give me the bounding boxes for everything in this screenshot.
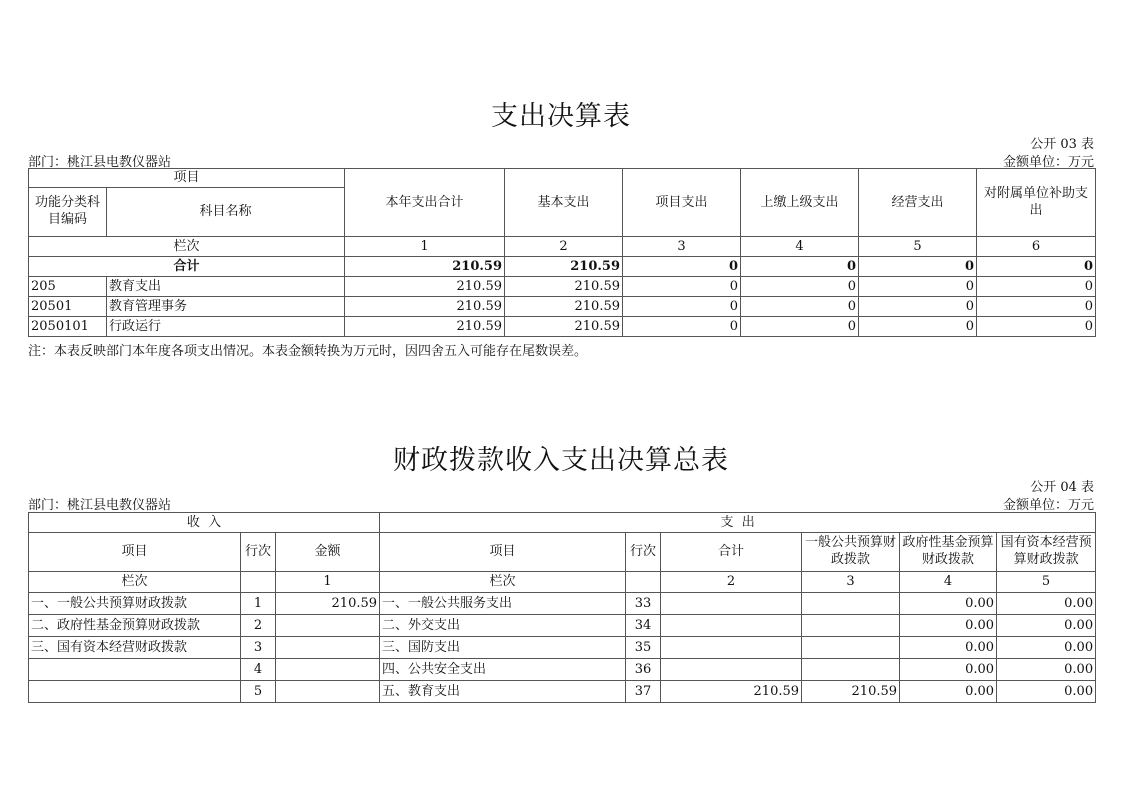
table-note: 注：本表反映部门本年度各项支出情况。本表金额转换为万元时，因四舍五入可能存在尾数误差。 <box>28 344 588 359</box>
cell-expense-item: 二、外交支出 <box>380 615 626 637</box>
cell-fund: 0.00 <box>900 615 997 637</box>
cell-income-line: 2 <box>241 615 276 637</box>
header-item: 项目 <box>29 169 345 188</box>
column-index: 2 <box>505 237 623 257</box>
cell-general <box>802 637 900 659</box>
header-general-budget: 一般公共预算财政拨款 <box>802 533 900 572</box>
cell-income-item <box>29 659 241 681</box>
column-index-label: 栏次 <box>29 237 345 257</box>
column-index: 4 <box>741 237 859 257</box>
cell-upper: 0 <box>741 277 859 297</box>
cell-total <box>661 593 802 615</box>
cell-income-amount <box>276 659 380 681</box>
cell-state: 0.00 <box>997 681 1096 703</box>
table-row <box>29 317 1096 337</box>
cell-general: 210.59 <box>802 681 900 703</box>
column-index: 3 <box>623 237 741 257</box>
column-index: 1 <box>345 237 505 257</box>
header-income-amount: 金额 <box>276 533 380 572</box>
column-index: 5 <box>859 237 977 257</box>
cell-general <box>802 659 900 681</box>
table-row <box>29 593 1096 615</box>
cell-upper: 0 <box>741 297 859 317</box>
header-func-code: 功能分类科目编码 <box>29 188 107 237</box>
header-upper: 上缴上级支出 <box>741 169 859 237</box>
sum-label: 合计 <box>29 257 345 277</box>
summary-table <box>28 512 1096 703</box>
cell-business: 0 <box>859 297 977 317</box>
column-index: 3 <box>802 572 900 593</box>
cell-name: 教育支出 <box>107 277 345 297</box>
column-index-blank <box>626 572 661 593</box>
header-business: 经营支出 <box>859 169 977 237</box>
cell-expense-item: 四、公共安全支出 <box>380 659 626 681</box>
cell-income-amount: 210.59 <box>276 593 380 615</box>
cell-income-line: 5 <box>241 681 276 703</box>
amount-unit-label: 金额单位：万元 <box>1002 155 1094 170</box>
cell-total: 210.59 <box>345 297 505 317</box>
cell-total: 210.59 <box>661 681 802 703</box>
cell-upper: 0 <box>741 317 859 337</box>
header-state-capital: 国有资本经营预算财政拨款 <box>997 533 1096 572</box>
cell-subsidy: 0 <box>977 297 1096 317</box>
cell-income-amount <box>276 681 380 703</box>
cell-expense-line: 33 <box>626 593 661 615</box>
cell-basic: 210.59 <box>505 317 623 337</box>
column-index: 1 <box>276 572 380 593</box>
header-expense-item: 项目 <box>380 533 626 572</box>
header-expense-total: 合计 <box>661 533 802 572</box>
table-row <box>29 297 1096 317</box>
cell-total: 210.59 <box>345 317 505 337</box>
cell-basic: 210.59 <box>505 257 623 277</box>
cell-subsidy: 0 <box>977 277 1096 297</box>
column-index: 2 <box>661 572 802 593</box>
table-row <box>29 681 1096 703</box>
cell-fund: 0.00 <box>900 593 997 615</box>
header-project: 项目支出 <box>623 169 741 237</box>
cell-code: 20501 <box>29 297 107 317</box>
header-income-line: 行次 <box>241 533 276 572</box>
cell-subsidy: 0 <box>977 317 1096 337</box>
department-label: 部门：桃江县电教仪器站 <box>28 498 172 513</box>
column-index-label: 栏次 <box>380 572 626 593</box>
cell-code: 2050101 <box>29 317 107 337</box>
cell-income-line: 4 <box>241 659 276 681</box>
header-expense-line: 行次 <box>626 533 661 572</box>
cell-project: 0 <box>623 277 741 297</box>
cell-expense-line: 34 <box>626 615 661 637</box>
cell-expense-line: 35 <box>626 637 661 659</box>
cell-basic: 210.59 <box>505 297 623 317</box>
summary-table-title: 财政拨款收入支出决算总表 <box>393 445 729 476</box>
cell-income-line: 3 <box>241 637 276 659</box>
expense-table <box>28 168 1096 337</box>
cell-project: 0 <box>623 317 741 337</box>
column-index: 5 <box>997 572 1096 593</box>
header-subsidy: 对附属单位补助支出 <box>977 169 1096 237</box>
cell-general <box>802 615 900 637</box>
amount-unit-label: 金额单位：万元 <box>1002 498 1094 513</box>
cell-income-item: 二、政府性基金预算财政拨款 <box>29 615 241 637</box>
cell-income-item <box>29 681 241 703</box>
cell-state: 0.00 <box>997 615 1096 637</box>
table-row <box>29 637 1096 659</box>
sum-row <box>29 257 1096 277</box>
cell-expense-line: 37 <box>626 681 661 703</box>
column-index: 6 <box>977 237 1096 257</box>
cell-total <box>661 615 802 637</box>
cell-name: 教育管理事务 <box>107 297 345 317</box>
cell-total: 210.59 <box>345 277 505 297</box>
cell-basic: 210.59 <box>505 277 623 297</box>
cell-expense-item: 五、教育支出 <box>380 681 626 703</box>
expense-table-title: 支出决算表 <box>491 101 631 132</box>
cell-code: 205 <box>29 277 107 297</box>
column-index: 4 <box>900 572 997 593</box>
table-row <box>29 615 1096 637</box>
column-index-label: 栏次 <box>29 572 241 593</box>
cell-upper: 0 <box>741 257 859 277</box>
cell-expense-item: 三、国防支出 <box>380 637 626 659</box>
expense-header: 支 出 <box>380 513 1096 533</box>
cell-total: 210.59 <box>345 257 505 277</box>
header-fund-budget: 政府性基金预算财政拨款 <box>900 533 997 572</box>
header-basic: 基本支出 <box>505 169 623 237</box>
cell-general <box>802 593 900 615</box>
cell-total <box>661 659 802 681</box>
cell-expense-item: 一、一般公共服务支出 <box>380 593 626 615</box>
header-total: 本年支出合计 <box>345 169 505 237</box>
cell-income-amount <box>276 615 380 637</box>
column-index-blank <box>241 572 276 593</box>
cell-business: 0 <box>859 277 977 297</box>
cell-state: 0.00 <box>997 593 1096 615</box>
cell-income-amount <box>276 637 380 659</box>
cell-project: 0 <box>623 257 741 277</box>
cell-income-item: 三、国有资本经营财政拨款 <box>29 637 241 659</box>
cell-fund: 0.00 <box>900 659 997 681</box>
cell-name: 行政运行 <box>107 317 345 337</box>
cell-income-item: 一、一般公共预算财政拨款 <box>29 593 241 615</box>
cell-subsidy: 0 <box>977 257 1096 277</box>
table-row <box>29 659 1096 681</box>
cell-state: 0.00 <box>997 659 1096 681</box>
table-code: 公开 04 表 <box>1030 480 1094 495</box>
cell-business: 0 <box>859 317 977 337</box>
table-code: 公开 03 表 <box>1030 137 1094 152</box>
header-subject-name: 科目名称 <box>107 188 345 237</box>
cell-business: 0 <box>859 257 977 277</box>
cell-fund: 0.00 <box>900 637 997 659</box>
department-label: 部门：桃江县电教仪器站 <box>28 155 172 170</box>
cell-project: 0 <box>623 297 741 317</box>
cell-state: 0.00 <box>997 637 1096 659</box>
cell-expense-line: 36 <box>626 659 661 681</box>
cell-total <box>661 637 802 659</box>
cell-fund: 0.00 <box>900 681 997 703</box>
header-income-item: 项目 <box>29 533 241 572</box>
income-header: 收 入 <box>29 513 380 533</box>
table-row <box>29 277 1096 297</box>
cell-income-line: 1 <box>241 593 276 615</box>
